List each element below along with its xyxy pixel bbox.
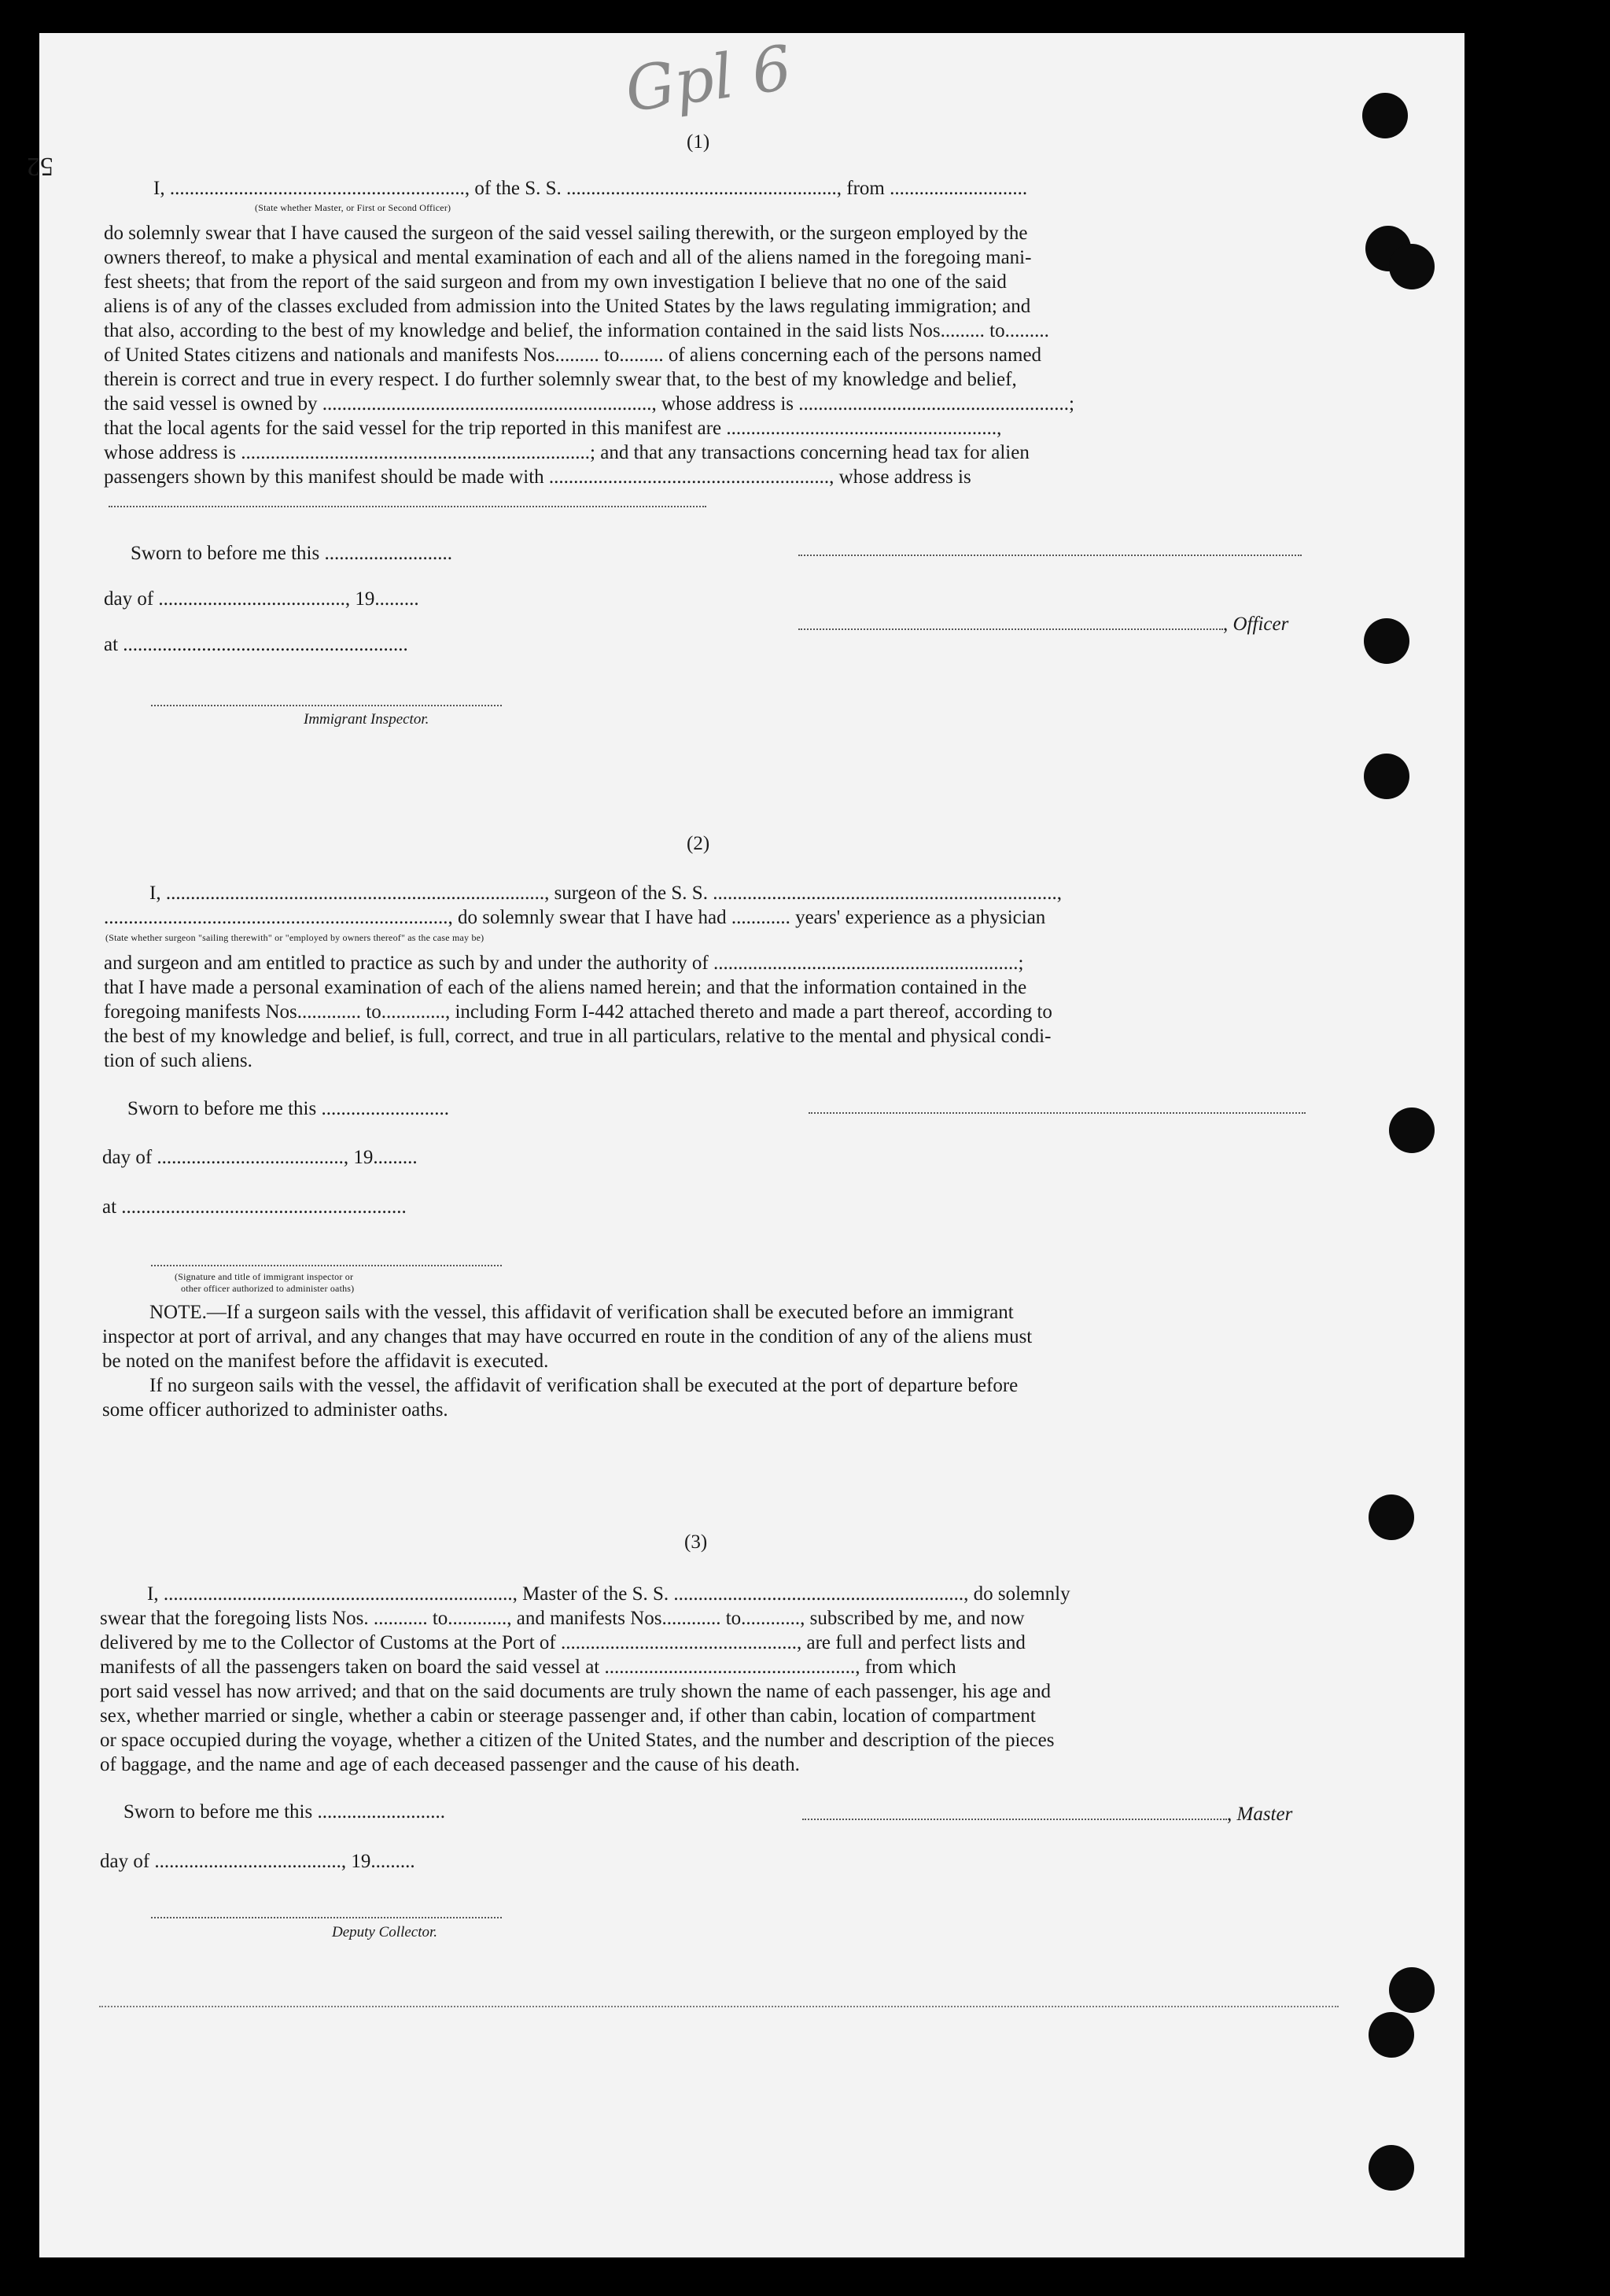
s2-para-line: tion of such aliens. [104, 1050, 252, 1071]
s1-officer-note: (State whether Master, or First or Second Officer) [255, 202, 451, 213]
s2-signature-note-1: (Signature and title of immigrant inspector or [175, 1271, 354, 1282]
s2-sworn-line: Sworn to before me this .......................... [127, 1098, 449, 1119]
s2-opening-line: I, ............................................................................., surgeon of the S. S. ......................................................................, [149, 883, 1062, 904]
s3-day-line: day of ......................................, 19......... [100, 1851, 415, 1872]
s2-note-line: inspector at port of arrival, and any changes that may have occurred en route in the condition of any of the aliens must [102, 1326, 1033, 1347]
s1-para-line: that the local agents for the said vessel for the trip reported in this manifest are ......................................................., [104, 418, 1002, 439]
margin-page-number: 52 [27, 152, 53, 181]
punch-hole [1389, 1107, 1435, 1153]
s1-sworn-line: Sworn to before me this .......................... [131, 543, 452, 564]
s1-officer-fill [798, 614, 1223, 630]
s1-officer-line: , Officer [798, 613, 1288, 636]
s1-para-line: the said vessel is owned by ..................................................................., whose address is .......................................................; [104, 393, 1074, 415]
s2-note-line: If no surgeon sails with the vessel, the affidavit of verification shall be executed at the port of departure before [149, 1375, 1019, 1396]
handwritten-annotation: Gpl 6 [621, 32, 796, 127]
s1-opening-line: I, ............................................................, of the S. S. ......................................................., from ............................ [153, 178, 1028, 199]
s3-master-fill [802, 1804, 1227, 1820]
s2-note-line: NOTE.—If a surgeon sails with the vessel, this affidavit of verification shall be executed before an immigrant [149, 1302, 1014, 1323]
s2-para-line: and surgeon and am entitled to practice as such by and under the authority of ..............................................................; [104, 953, 1024, 974]
s1-signature-line [798, 555, 1302, 556]
section-2-heading: (2) [687, 833, 710, 854]
punch-hole [1369, 2012, 1414, 2058]
s2-inspector-signature-line [151, 1265, 502, 1266]
s3-master-title: Master [1236, 1804, 1293, 1825]
s2-day-line: day of ......................................, 19......... [102, 1147, 418, 1168]
bottom-rule [99, 2006, 1339, 2007]
s3-para-line: I, ......................................................................., Master of the S. S. ..........................................................., do solemnly [147, 1583, 1070, 1605]
s3-para-line: delivered by me to the Collector of Customs at the Port of ................................................, are full and perfect lists and [100, 1632, 1026, 1653]
s3-para-line: sex, whether married or single, whether a cabin or steerage passenger and, if other than cabin, location of compartment [100, 1705, 1036, 1727]
punch-hole [1369, 1494, 1414, 1540]
s2-para-line: foregoing manifests Nos............. to............., including Form I-442 attached thereto and made a part thereof, according to [104, 1001, 1052, 1023]
section-1-heading: (1) [687, 131, 710, 153]
s1-para-line: of United States citizens and nationals and manifests Nos......... to......... of aliens concerning each of the persons named [104, 345, 1042, 366]
punch-hole [1389, 1967, 1435, 2013]
s3-para-line: swear that the foregoing lists Nos. ........... to............, and manifests Nos............ to............, subscribed by me, and now [100, 1608, 1025, 1629]
s1-para-line: therein is correct and true in every respect. I do further solemnly swear that, to the best of my knowledge and belief, [104, 369, 1017, 390]
s1-para-line: fest sheets; that from the report of the said surgeon and from my own investigation I believe that no one of the said [104, 271, 1007, 293]
s1-at-line: at .......................................................... [104, 634, 408, 655]
s2-signature-line [809, 1112, 1306, 1114]
s3-para-line: of baggage, and the name and age of each deceased passenger and the cause of his death. [100, 1754, 800, 1775]
s2-note-line: some officer authorized to administer oaths. [102, 1399, 448, 1421]
punch-hole [1389, 244, 1435, 289]
punch-hole [1362, 93, 1408, 138]
s1-para-line: whose address is .......................................................................; and that any transactions concerning head tax for alien [104, 442, 1030, 463]
s1-para-line: passengers shown by this manifest should be made with ........................................................., whose address is [104, 466, 971, 488]
s3-para-line: or space occupied during the voyage, whether a citizen of the United States, and the number and description of the pieces [100, 1730, 1055, 1751]
s2-para-line: that I have made a personal examination of each of the aliens named herein; and that the information contained in the [104, 977, 1027, 998]
s1-address-fill-line [109, 506, 706, 507]
document-page [27, 32, 1464, 2257]
punch-hole [1364, 754, 1409, 799]
s2-surgeon-note: (State whether surgeon "sailing therewith" or "employed by owners thereof" as the case may be) [105, 932, 484, 943]
s1-para-line: do solemnly swear that I have caused the surgeon of the said vessel sailing therewith, or the surgeon employed by the [104, 223, 1028, 244]
s3-collector-label: Deputy Collector. [332, 1924, 438, 1940]
s3-master-line: , Master [802, 1803, 1292, 1826]
s2-second-line: ......................................................................, do solemnly swear that I have had ............ years' experience as a physician [104, 907, 1046, 928]
s3-para-line: manifests of all the passengers taken on board the said vessel at ..................................................., from which [100, 1657, 956, 1678]
s1-inspector-label: Immigrant Inspector. [304, 711, 429, 728]
s2-signature-note-2: other officer authorized to administer oaths) [181, 1283, 355, 1294]
s1-inspector-signature-line [151, 705, 502, 706]
section-3-heading: (3) [684, 1531, 708, 1553]
s2-note-line: be noted on the manifest before the affidavit is executed. [102, 1351, 549, 1372]
s3-para-line: port said vessel has now arrived; and that on the said documents are truly shown the name of each passenger, his age and [100, 1681, 1052, 1702]
punch-hole [1364, 618, 1409, 664]
s1-para-line: aliens is of any of the classes excluded from admission into the United States by the laws regulating immigration; and [104, 296, 1031, 317]
s2-para-line: the best of my knowledge and belief, is full, correct, and true in all particulars, relative to the mental and physical condi- [104, 1026, 1052, 1047]
s3-collector-signature-line [151, 1917, 502, 1918]
punch-hole [1369, 2145, 1414, 2191]
s2-at-line: at .......................................................... [102, 1196, 407, 1218]
s1-day-line: day of ......................................, 19......... [104, 588, 419, 610]
s1-para-line: owners thereof, to make a physical and mental examination of each and all of the aliens named in the foregoing mani- [104, 247, 1032, 268]
s1-officer-title: Officer [1232, 614, 1289, 635]
s3-sworn-line: Sworn to before me this .......................... [123, 1801, 445, 1822]
s1-para-line: that also, according to the best of my knowledge and belief, the information contained in the said lists Nos......... to......... [104, 320, 1049, 341]
